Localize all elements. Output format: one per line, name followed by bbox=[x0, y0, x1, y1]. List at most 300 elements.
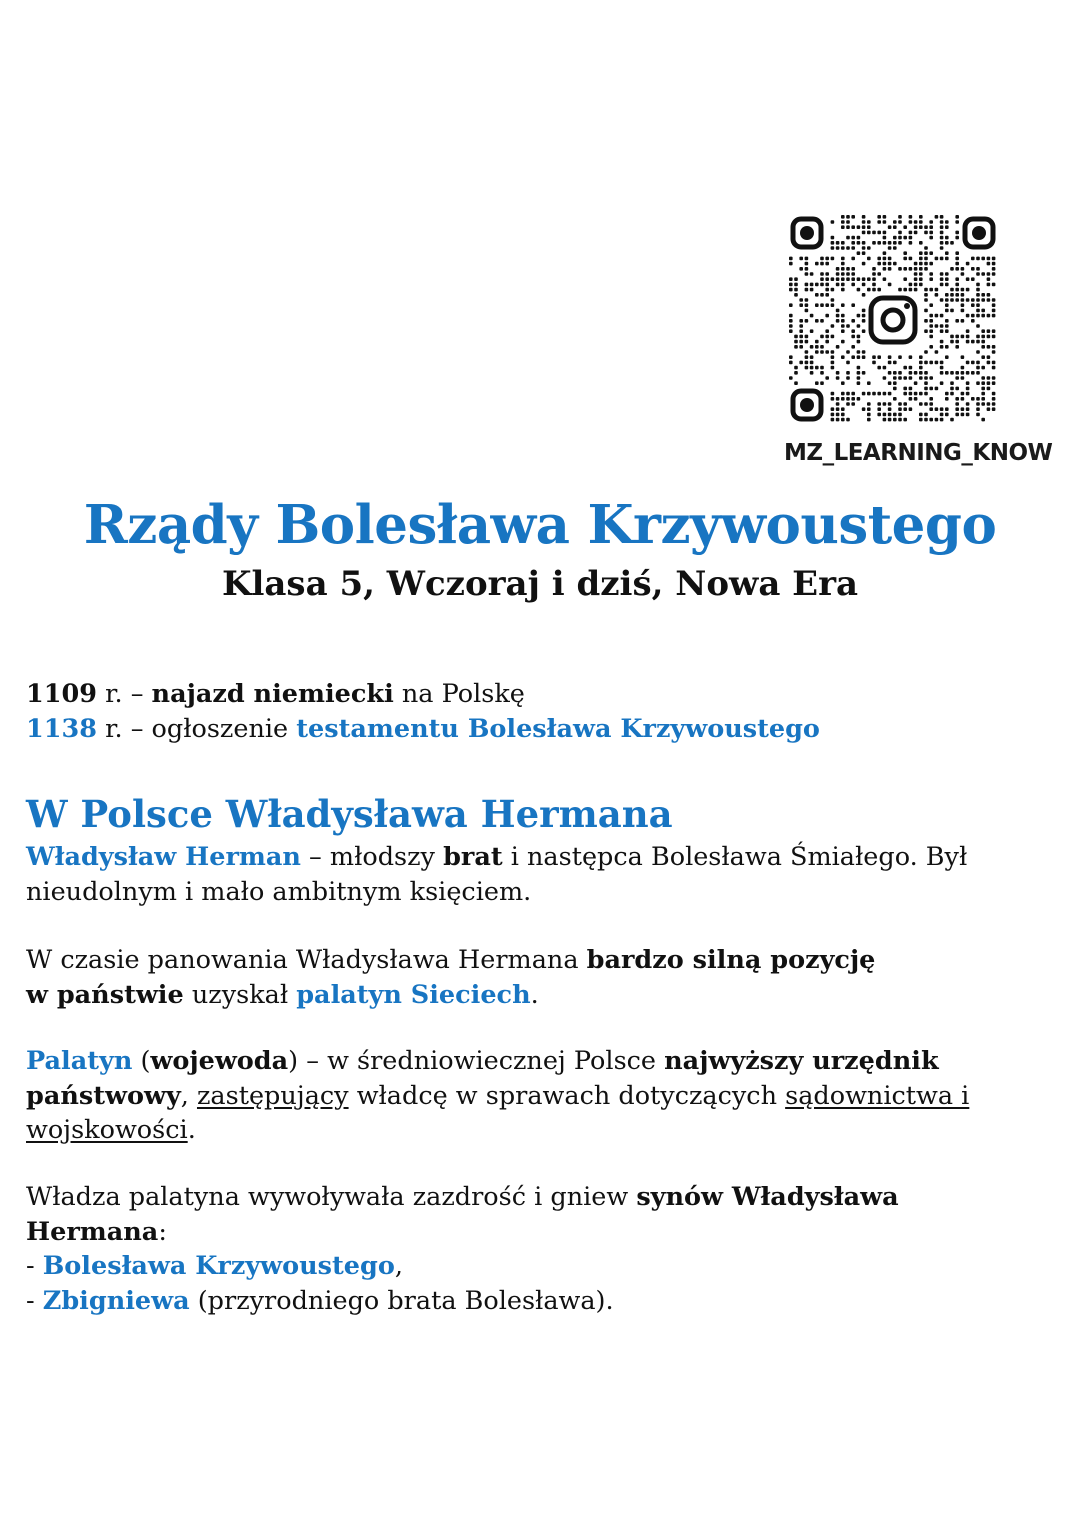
qr-module bbox=[820, 381, 824, 385]
qr-module bbox=[820, 257, 824, 261]
qr-module bbox=[851, 225, 855, 229]
paragraph-palatyn: Palatyn (wojewoda) – w średniowiecznej Polsce najwyższy urzędnik państwowy, zastępujący władcę w sprawach dotyczących sądownictwa i wojskowości. bbox=[26, 1046, 970, 1145]
qr-module bbox=[877, 220, 881, 224]
qr-module bbox=[914, 371, 918, 375]
qr-module bbox=[914, 277, 918, 281]
qr-module bbox=[799, 324, 803, 328]
qr-module bbox=[836, 376, 840, 380]
qr-module bbox=[940, 329, 944, 333]
qr-module bbox=[981, 309, 985, 313]
qr-module bbox=[924, 418, 928, 422]
qr-module bbox=[961, 272, 965, 276]
qr-module bbox=[945, 236, 949, 240]
qr-module bbox=[867, 407, 871, 411]
qr-module bbox=[836, 413, 840, 417]
qr-module bbox=[805, 262, 809, 266]
qr-module bbox=[898, 413, 902, 417]
qr-module bbox=[841, 413, 845, 417]
qr-module bbox=[981, 376, 985, 380]
qr-module bbox=[903, 418, 907, 422]
qr-module bbox=[955, 236, 959, 240]
qr-module bbox=[981, 392, 985, 396]
qr-module bbox=[862, 329, 866, 333]
qr-module bbox=[789, 283, 793, 287]
qr-module bbox=[872, 241, 876, 245]
qr-module bbox=[815, 345, 819, 349]
qr-module bbox=[919, 376, 923, 380]
qr-module bbox=[857, 376, 861, 380]
qr-module bbox=[966, 371, 970, 375]
qr-module bbox=[987, 257, 991, 261]
qr-module bbox=[815, 283, 819, 287]
qr-module bbox=[961, 288, 965, 292]
qr-module bbox=[992, 298, 996, 302]
qr-module bbox=[794, 366, 798, 370]
qr-module bbox=[919, 251, 923, 255]
qr-module bbox=[851, 277, 855, 281]
qr-module bbox=[888, 267, 892, 271]
qr-module bbox=[831, 407, 835, 411]
qr-module bbox=[966, 262, 970, 266]
qr-module bbox=[794, 345, 798, 349]
qr-module bbox=[857, 324, 861, 328]
page-title: Rządy Bolesława Krzywoustego bbox=[83, 494, 997, 556]
qr-module bbox=[789, 257, 793, 261]
qr-module bbox=[961, 407, 965, 411]
qr-module bbox=[831, 361, 835, 365]
qr-module bbox=[945, 345, 949, 349]
qr-module bbox=[909, 257, 913, 261]
qr-module bbox=[919, 215, 923, 219]
qr-module bbox=[987, 355, 991, 359]
qr-module bbox=[961, 335, 965, 339]
qr-module bbox=[935, 350, 939, 354]
qr-module bbox=[888, 246, 892, 250]
qr-module bbox=[893, 246, 897, 250]
qr-module bbox=[841, 355, 845, 359]
qr-module bbox=[888, 402, 892, 406]
qr-module bbox=[799, 267, 803, 271]
qr-module bbox=[929, 324, 933, 328]
qr-module bbox=[867, 225, 871, 229]
qr-module bbox=[867, 231, 871, 235]
qr-module bbox=[940, 407, 944, 411]
qr-module bbox=[919, 355, 923, 359]
qr-module bbox=[805, 309, 809, 313]
qr-module bbox=[929, 329, 933, 333]
qr-module bbox=[841, 241, 845, 245]
qr-module bbox=[841, 267, 845, 271]
qr-module bbox=[909, 220, 913, 224]
qr-module bbox=[836, 371, 840, 375]
qr-module bbox=[924, 262, 928, 266]
qr-module bbox=[935, 418, 939, 422]
qr-module bbox=[815, 319, 819, 323]
qr-module bbox=[877, 272, 881, 276]
qr-module bbox=[851, 397, 855, 401]
qr-module bbox=[820, 272, 824, 276]
qr-module bbox=[966, 277, 970, 281]
qr-module bbox=[851, 329, 855, 333]
qr-module bbox=[799, 335, 803, 339]
qr-module bbox=[794, 381, 798, 385]
qr-module bbox=[893, 241, 897, 245]
qr-module bbox=[950, 340, 954, 344]
qr-module bbox=[841, 392, 845, 396]
qr-module bbox=[976, 267, 980, 271]
qr-module bbox=[857, 366, 861, 370]
qr-module bbox=[924, 350, 928, 354]
qr-module bbox=[909, 376, 913, 380]
qr-module bbox=[898, 231, 902, 235]
qr-module bbox=[841, 257, 845, 261]
qr-module bbox=[825, 262, 829, 266]
list-item: - Zbigniewa (przyrodniego brata Bolesława). bbox=[26, 1285, 614, 1316]
qr-module bbox=[966, 361, 970, 365]
qr-module bbox=[867, 277, 871, 281]
qr-module bbox=[836, 309, 840, 313]
qr-module bbox=[883, 251, 887, 255]
qr-module bbox=[987, 329, 991, 333]
qr-module bbox=[945, 298, 949, 302]
qr-module bbox=[919, 220, 923, 224]
qr-module bbox=[872, 288, 876, 292]
qr-module bbox=[966, 329, 970, 333]
qr-module bbox=[851, 392, 855, 396]
qr-module bbox=[992, 272, 996, 276]
qr-module bbox=[883, 267, 887, 271]
qr-module bbox=[981, 293, 985, 297]
qr-module bbox=[992, 303, 996, 307]
qr-module bbox=[919, 418, 923, 422]
qr-module bbox=[929, 397, 933, 401]
qr-module bbox=[820, 345, 824, 349]
qr-module bbox=[924, 413, 928, 417]
qr-module bbox=[805, 288, 809, 292]
qr-module bbox=[981, 381, 985, 385]
qr-module bbox=[924, 402, 928, 406]
qr-module bbox=[981, 345, 985, 349]
qr-module bbox=[971, 277, 975, 281]
qr-module bbox=[903, 376, 907, 380]
qr-module bbox=[888, 413, 892, 417]
qr-module bbox=[862, 241, 866, 245]
qr-module bbox=[976, 361, 980, 365]
qr-module bbox=[945, 225, 949, 229]
qr-module bbox=[955, 371, 959, 375]
qr-module bbox=[888, 355, 892, 359]
qr-module bbox=[898, 402, 902, 406]
qr-module bbox=[789, 361, 793, 365]
qr-module bbox=[799, 303, 803, 307]
qr-module bbox=[857, 371, 861, 375]
qr-module bbox=[799, 319, 803, 323]
qr-module bbox=[857, 340, 861, 344]
qr-module bbox=[815, 381, 819, 385]
qr-module bbox=[935, 324, 939, 328]
qr-module bbox=[898, 241, 902, 245]
qr-module bbox=[883, 215, 887, 219]
qr-module bbox=[888, 418, 892, 422]
qr-code bbox=[788, 214, 998, 426]
qr-module bbox=[898, 267, 902, 271]
qr-module bbox=[877, 407, 881, 411]
qr-module bbox=[940, 283, 944, 287]
qr-module bbox=[981, 387, 985, 391]
qr-module bbox=[929, 402, 933, 406]
qr-module bbox=[789, 329, 793, 333]
qr-module bbox=[789, 355, 793, 359]
qr-module bbox=[976, 381, 980, 385]
qr-module bbox=[846, 272, 850, 276]
qr-module bbox=[794, 277, 798, 281]
qr-module bbox=[872, 272, 876, 276]
qr-module bbox=[992, 283, 996, 287]
qr-module bbox=[888, 381, 892, 385]
qr-module bbox=[841, 220, 845, 224]
qr-module bbox=[877, 215, 881, 219]
dates-list bbox=[26, 677, 1056, 746]
qr-module bbox=[841, 324, 845, 328]
qr-module bbox=[820, 283, 824, 287]
qr-module bbox=[966, 402, 970, 406]
qr-module bbox=[805, 355, 809, 359]
qr-module bbox=[909, 397, 913, 401]
qr-module bbox=[987, 293, 991, 297]
qr-module bbox=[992, 392, 996, 396]
qr-module bbox=[955, 335, 959, 339]
qr-module bbox=[820, 293, 824, 297]
qr-module bbox=[898, 371, 902, 375]
qr-module bbox=[919, 262, 923, 266]
qr-module bbox=[831, 335, 835, 339]
qr-module bbox=[950, 241, 954, 245]
qr-module bbox=[862, 392, 866, 396]
qr-module bbox=[820, 366, 824, 370]
qr-module bbox=[966, 335, 970, 339]
qr-module bbox=[862, 283, 866, 287]
qr-module bbox=[888, 241, 892, 245]
qr-module bbox=[883, 413, 887, 417]
qr-module bbox=[955, 319, 959, 323]
qr-module bbox=[851, 257, 855, 261]
qr-module bbox=[857, 241, 861, 245]
qr-module bbox=[862, 220, 866, 224]
qr-module bbox=[971, 257, 975, 261]
qr-module bbox=[914, 288, 918, 292]
qr-module bbox=[955, 298, 959, 302]
qr-module bbox=[872, 267, 876, 271]
qr-module bbox=[789, 376, 793, 380]
qr-module bbox=[924, 381, 928, 385]
qr-module bbox=[919, 225, 923, 229]
qr-module bbox=[805, 335, 809, 339]
qr-module bbox=[825, 257, 829, 261]
qr-module bbox=[950, 381, 954, 385]
qr-module bbox=[862, 371, 866, 375]
qr-module bbox=[976, 371, 980, 375]
qr-module bbox=[903, 402, 907, 406]
qr-module bbox=[836, 241, 840, 245]
qr-module bbox=[992, 257, 996, 261]
qr-module bbox=[799, 298, 803, 302]
qr-module bbox=[940, 381, 944, 385]
qr-module bbox=[903, 407, 907, 411]
qr-module bbox=[966, 407, 970, 411]
qr-module bbox=[914, 272, 918, 276]
qr-module bbox=[924, 376, 928, 380]
qr-module bbox=[810, 272, 814, 276]
qr-module bbox=[929, 288, 933, 292]
date-item: 1138 r. – ogłoszenie testamentu Bolesława Krzywoustego bbox=[26, 713, 820, 744]
qr-module bbox=[877, 355, 881, 359]
qr-module bbox=[961, 413, 965, 417]
qr-module bbox=[955, 413, 959, 417]
qr-module bbox=[903, 366, 907, 370]
qr-module bbox=[950, 288, 954, 292]
qr-module bbox=[836, 345, 840, 349]
qr-module bbox=[987, 298, 991, 302]
qr-module bbox=[831, 298, 835, 302]
qr-module bbox=[805, 267, 809, 271]
qr-module bbox=[950, 392, 954, 396]
qr-module bbox=[929, 236, 933, 240]
qr-module bbox=[867, 418, 871, 422]
qr-module bbox=[841, 314, 845, 318]
qr-module bbox=[893, 376, 897, 380]
qr-module bbox=[961, 366, 965, 370]
qr-module bbox=[883, 392, 887, 396]
qr-module bbox=[955, 267, 959, 271]
qr-module bbox=[919, 272, 923, 276]
qr-module bbox=[805, 366, 809, 370]
qr-module bbox=[836, 402, 840, 406]
qr-module bbox=[924, 361, 928, 365]
qr-module bbox=[945, 413, 949, 417]
qr-module bbox=[987, 361, 991, 365]
qr-module bbox=[846, 350, 850, 354]
qr-module bbox=[867, 381, 871, 385]
qr-module bbox=[898, 215, 902, 219]
qr-module bbox=[976, 397, 980, 401]
qr-module bbox=[810, 283, 814, 287]
qr-module bbox=[862, 246, 866, 250]
qr-module bbox=[846, 418, 850, 422]
qr-module bbox=[924, 251, 928, 255]
qr-module bbox=[872, 392, 876, 396]
qr-module bbox=[877, 366, 881, 370]
qr-module bbox=[909, 267, 913, 271]
qr-module bbox=[820, 262, 824, 266]
qr-module bbox=[976, 272, 980, 276]
qr-module bbox=[810, 366, 814, 370]
qr-module bbox=[831, 257, 835, 261]
date-item: 1109 r. – najazd niemiecki na Polskę bbox=[26, 679, 525, 709]
qr-module bbox=[851, 402, 855, 406]
qr-module bbox=[877, 288, 881, 292]
qr-module bbox=[992, 309, 996, 313]
qr-module bbox=[883, 241, 887, 245]
qr-module bbox=[805, 340, 809, 344]
qr-module bbox=[799, 257, 803, 261]
qr-module bbox=[976, 288, 980, 292]
qr-module bbox=[820, 277, 824, 281]
qr-module bbox=[992, 376, 996, 380]
qr-module bbox=[909, 215, 913, 219]
qr-module bbox=[909, 241, 913, 245]
qr-module bbox=[836, 407, 840, 411]
qr-module bbox=[919, 257, 923, 261]
qr-module bbox=[815, 262, 819, 266]
qr-module bbox=[940, 371, 944, 375]
qr-module bbox=[940, 272, 944, 276]
qr-module bbox=[924, 329, 928, 333]
qr-module bbox=[831, 324, 835, 328]
qr-module bbox=[825, 340, 829, 344]
qr-module bbox=[992, 350, 996, 354]
qr-module bbox=[987, 381, 991, 385]
qr-module bbox=[836, 283, 840, 287]
qr-module bbox=[883, 402, 887, 406]
qr-module bbox=[898, 418, 902, 422]
qr-module bbox=[831, 418, 835, 422]
qr-module bbox=[789, 314, 793, 318]
qr-module bbox=[862, 251, 866, 255]
qr-module bbox=[862, 309, 866, 313]
qr-module bbox=[805, 257, 809, 261]
qr-module bbox=[831, 303, 835, 307]
qr-module bbox=[846, 392, 850, 396]
qr-module bbox=[987, 387, 991, 391]
qr-module bbox=[940, 241, 944, 245]
qr-module bbox=[846, 376, 850, 380]
qr-module bbox=[909, 288, 913, 292]
qr-module bbox=[919, 366, 923, 370]
qr-module bbox=[992, 314, 996, 318]
qr-module bbox=[825, 277, 829, 281]
qr-module bbox=[841, 381, 845, 385]
qr-module bbox=[955, 376, 959, 380]
page-subtitle: Klasa 5, Wczoraj i dziś, Nowa Era bbox=[221, 564, 859, 604]
qr-module bbox=[955, 407, 959, 411]
qr-module bbox=[893, 220, 897, 224]
qr-module bbox=[945, 293, 949, 297]
qr-module bbox=[903, 392, 907, 396]
qr-module bbox=[940, 231, 944, 235]
qr-module bbox=[872, 355, 876, 359]
qr-module bbox=[955, 262, 959, 266]
qr-module bbox=[945, 397, 949, 401]
qr-module bbox=[981, 298, 985, 302]
qr-module bbox=[976, 293, 980, 297]
qr-module bbox=[924, 257, 928, 261]
qr-module bbox=[898, 288, 902, 292]
qr-module bbox=[820, 335, 824, 339]
qr-module bbox=[966, 381, 970, 385]
qr-module bbox=[815, 350, 819, 354]
qr-module bbox=[862, 225, 866, 229]
qr-module bbox=[971, 340, 975, 344]
qr-module bbox=[805, 319, 809, 323]
qr-module bbox=[924, 231, 928, 235]
qr-module bbox=[909, 392, 913, 396]
qr-module bbox=[961, 293, 965, 297]
qr-module bbox=[981, 397, 985, 401]
qr-module bbox=[872, 277, 876, 281]
qr-module bbox=[966, 314, 970, 318]
qr-module bbox=[836, 314, 840, 318]
qr-module bbox=[857, 251, 861, 255]
